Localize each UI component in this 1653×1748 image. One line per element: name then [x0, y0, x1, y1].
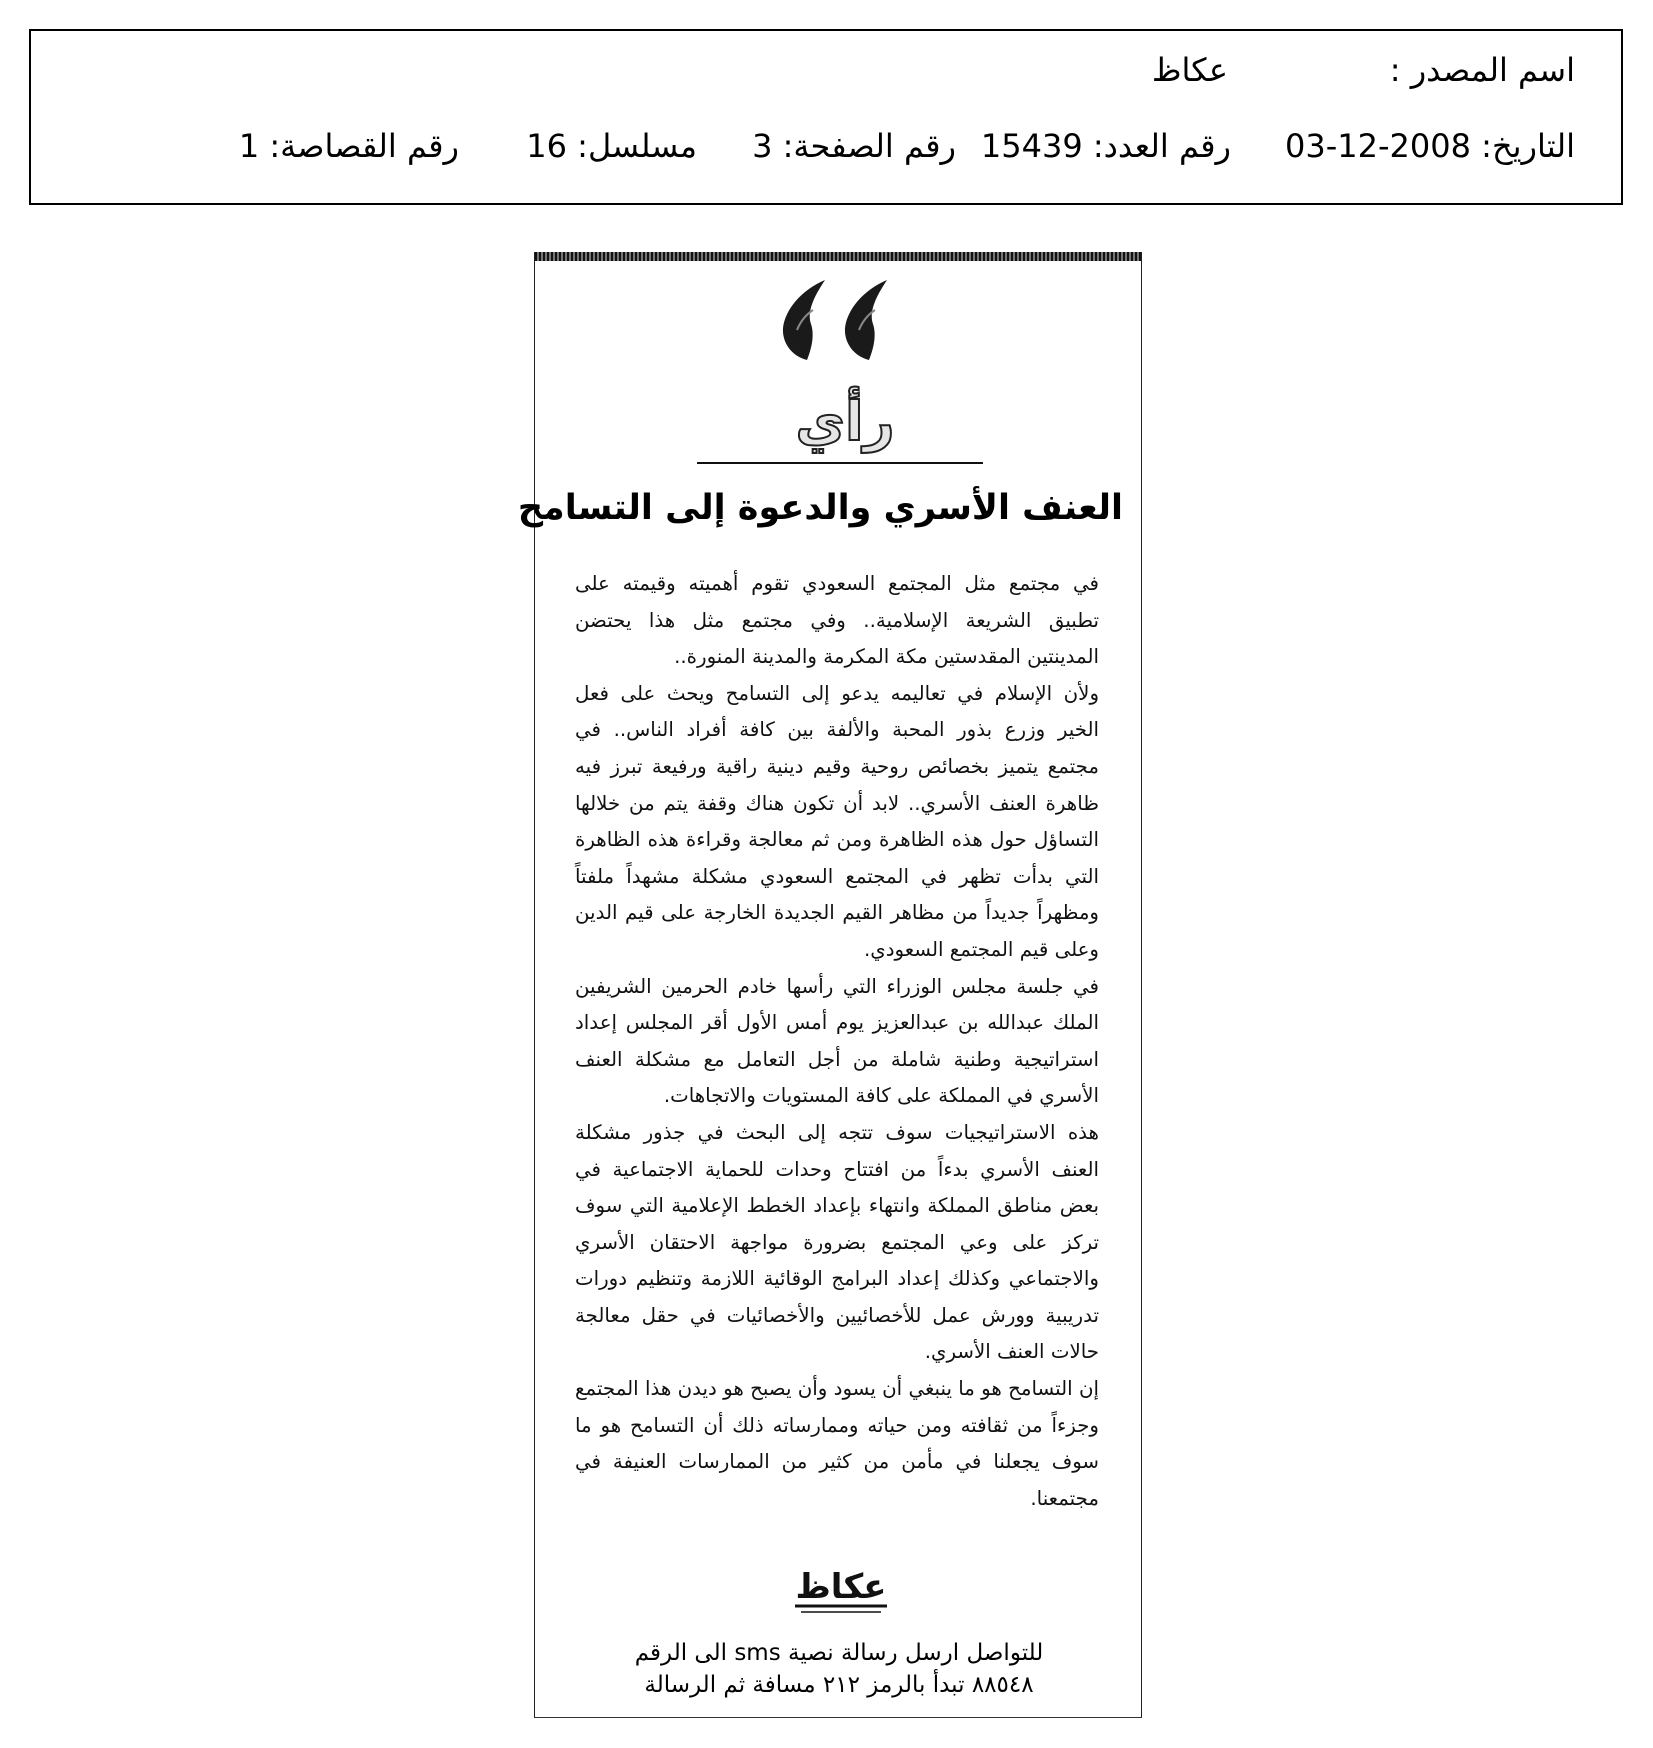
source-value: عكاظ [1151, 51, 1228, 89]
sms-contact-line-1: للتواصل ارسل رسالة نصية sms الى الرقم [634, 1640, 1044, 1666]
clip-number-field: رقم القصاصة: 1 [238, 127, 459, 165]
opinion-section-mark [795, 380, 895, 460]
serial-field: مسلسل: 16 [526, 127, 697, 165]
svg-text:رأي: رأي [795, 390, 895, 453]
column-top-border [535, 252, 1141, 261]
article-paragraph: في جلسة مجلس الوزراء التي رأسها خادم الحرمين الشريفين الملك عبدالله بن عبدالعزيز يوم أمس الأول أقر المجلس إعداد استراتيجية وطنية شاملة من أجل التعامل مع مشكلة العنف الأسري في المملكة على كافة المستويات والاتجاهات. [575, 974, 1099, 1108]
article-paragraph: ولأن الإسلام في تعاليمه يدعو إلى التسامح ويحث على فعل الخير وزرع بذور المحبة والألفة بين كافة أفراد الناس.. في مجتمع يتميز بخصائص روحية وقيم دينية راقية ورفيعة تبرز فيه ظاهرة العنف الأسري.. لابد أن تكون هناك وقفة يتم من خلالها التساؤل حول هذه الظاهرة ومن ثم معالجة وقراءة هذه الظاهرة التي بدأت تظهر في المجتمع السعودي مشكلة مشهداً ملفتاً ومظهراً جديداً من مظاهر القيم الجديدة الخارجة على قيم الدين وعلى قيم المجتمع السعودي. [575, 681, 1099, 961]
page-number-field: رقم الصفحة: 3 [752, 127, 956, 165]
article-paragraph: في مجتمع مثل المجتمع السعودي تقوم أهميته وقيمته على تطبيق الشريعة الإسلامية.. وفي مجتمع مثل هذا يحتضن المدينتين المقدستين مكة المكرمة والمدينة المنورة.. [575, 572, 1099, 669]
source-info-box [29, 29, 1623, 205]
date-field: التاريخ: 2008-12-03 [1285, 127, 1575, 165]
issue-number-field: رقم العدد: 15439 [980, 127, 1231, 165]
headline-divider [697, 462, 983, 464]
article-paragraph: هذه الاستراتيجيات سوف تتجه إلى البحث في جذور مشكلة العنف الأسري بدءاً من افتتاح وحدات للحماية الاجتماعية في بعض مناطق المملكة وانتهاء بإعداد الخطط الإعلامية التي سوف تركز على وعي المجتمع بضرورة مواجهة الاحتقان الأسري والاجتماعي وكذلك إعداد البرامج الوقائية اللازمة وتنظيم دورات تدريبية وورش عمل للأخصائيين والأخصائيات في حقل معالجة حالات العنف الأسري. [575, 1120, 1099, 1364]
newspaper-clipping [517, 252, 1142, 1718]
source-label: اسم المصدر : [1389, 51, 1575, 89]
sms-contact-line-2: ٨٨٥٤٨ تبدأ بالرمز ٢١٢ مسافة ثم الرسالة [644, 1672, 1034, 1698]
article-paragraph: إن التسامح هو ما ينبغي أن يسود وأن يصبح هو ديدن هذا المجتمع وجزءاً من ثقافته ومن حياته وممارساته ذلك أن التسامح هو ما سوف يجعلنا في مأمن من كثير من الممارسات العنيفة في مجتمعنا. [575, 1377, 1099, 1510]
svg-text:عكاظ: عكاظ [795, 1567, 887, 1607]
quotation-mark-icon [767, 276, 907, 364]
article-headline: العنف الأسري والدعوة إلى التسامح [517, 488, 1123, 528]
article-body [575, 566, 1099, 1517]
okaz-signature-logo [781, 1562, 901, 1620]
